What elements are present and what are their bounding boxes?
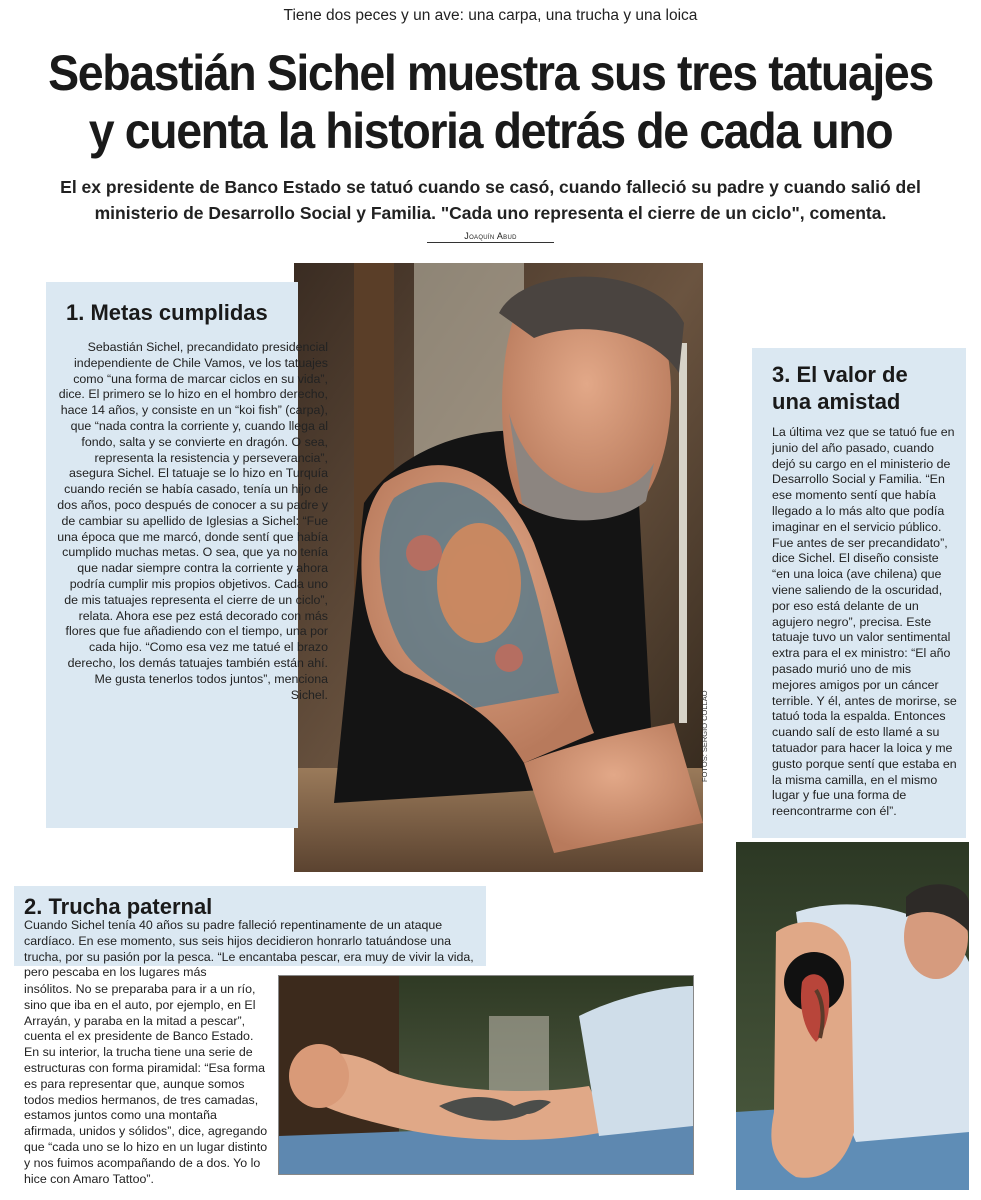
section-2-title: 2. Trucha paternal [24,894,213,919]
section-3-body: La última vez que se tatuó fue en junio del año pasado, cuando dejó su cargo en el ministerio de Desarrollo Social y Familia. “En ese momento sentí que había llegado a lo más alto que podía imaginar en el servicio público. Fue antes de ser precandidato”, dice Sichel. El diseño consiste “en una loica (ave chilena) que viene saliendo de la oscuridad, por eso está delante de un agujero negro”, precisa. Este tatuaje tuvo un valor sentimental extra para el ex ministro: “El año pasado murió uno de mis mejores amigos por un cáncer terrible. Y él, antes de morirse, se tatuó toda la espalda. Entonces cuando salí de esto llamé a su tatuador para hacer la loica y me gusto porque sentí que estaba en la misma camilla, en el mismo lugar y fue una forma de reencontrarme con él”. [772,425,957,819]
section-1-title: 1. Metas cumplidas [66,300,268,325]
bird-tattoo-photo [736,842,969,1190]
trout-tattoo-photo [278,975,694,1175]
headline-line-1: Sebastián Sichel muestra sus tres tatuajes [48,45,933,101]
headline-line-2: y cuenta la historia detrás de cada uno [88,103,893,159]
deck: El ex presidente de Banco Estado se tatuó cuando se casó, cuando falleció su padre y cuando salió del ministerio de Desarrollo Social y Familia. "Cada uno representa el cierre de un ciclo", comenta. [60,177,921,223]
section-2-body-wide: Cuando Sichel tenía 40 años su padre falleció repentinamente de un ataque cardíaco. En ese momento, sus seis hijos decidieron honrarlo tatuándose una trucha, por su pasión por la pesca. “Le encantaba pescar, era muy de vivir la vida, pero pescaba en los lugares más [24,918,474,980]
section-3-title-line-2: una amistad [772,389,901,414]
section-3-box [752,348,966,838]
section-2-body-narrow: insólitos. No se preparaba para ir a un río, sino que iba en el auto, por ejemplo, en El Arrayán, y paraba en la mitad a pescar”, cuenta el ex presidente de Banco Estado. En su interior, la trucha tiene una serie de estructuras con forma piramidal: “Esa forma es para representar que, aunque somos todos medios hermanos, de tres camadas, estamos juntos como una montaña afirmada, unidos y sólidos”, dice, agregando que “cada uno se lo hizo en un lugar distinto y nos fuimos acompañando de a dos. Yo lo hice con Amaro Tattoo”. [24,982,268,1186]
photo-credit: FOTOS: SERGIO COLLAO [700,690,709,782]
kicker: Tiene dos peces y un ave: una carpa, una trucha y una loica [283,7,698,24]
byline: Joaquín Abud [427,231,554,243]
section-1-box [46,282,328,828]
section-3-title [772,361,908,415]
headline [34,44,946,160]
section-1-body: Sebastián Sichel, precandidato presidencial independiente de Chile Vamos, ve los tatuajes como “una forma de marcar ciclos en su vida”, dice. El primero se lo hizo en el hombro derecho, hace 14 años, y consiste en un “koi fish” (carpa), que “nada contra la corriente y, cuando llega al fondo, salta y se convierte en dragón. O sea, representa la resistencia y perseverancia”, asegura Sichel. El tatuaje se lo hizo en Turquía cuando recién se había casado, tenía un hijo de dos años, poco después de conocer a su padre y de cambiar su apellido de Iglesias a Sichel: “Fue una época que me marcó, donde sentí que había cumplido muchas metas. O sea, que ya no tenía que nadar siempre contra la corriente y ahora podría cumplir mis propios objetivos. Cada uno de mis tatuajes representa el cierre de un ciclo”, relata. Ahora ese pez está decorado con más flores que fue añadiendo con el tiempo, una por cada hijo. “Como esa vez me tatué el brazo derecho, los demás tatuajes también están ahí. Me gusta tenerlos todos juntos”, menciona Sichel. [57,340,328,702]
section-3-title-line-1: 3. El valor de [772,362,908,387]
main-photo [294,263,703,872]
